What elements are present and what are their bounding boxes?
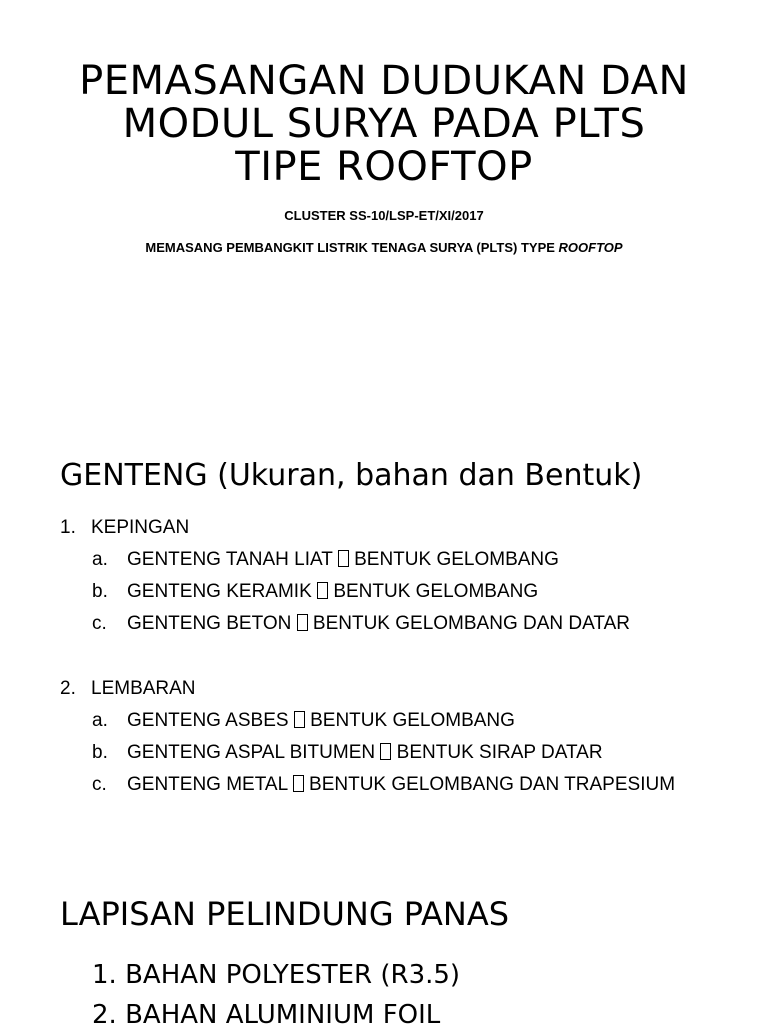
item-left: GENTENG TANAH LIAT (127, 549, 333, 570)
group-2-number: 2. (60, 678, 76, 699)
item-text (127, 774, 675, 796)
item-letter: a. (92, 549, 108, 570)
item-right: BENTUK GELOMBANG DAN TRAPESIUM (309, 774, 676, 795)
item-text (127, 710, 515, 732)
arrow-glyph-icon (294, 711, 305, 728)
item-left: GENTENG KERAMIK (127, 581, 312, 602)
page-title (0, 60, 768, 189)
item-right: BENTUK GELOMBANG (310, 710, 515, 731)
subtitle-italic: ROOFTOP (558, 240, 623, 255)
item-letter: a. (92, 710, 108, 731)
arrow-glyph-icon (297, 614, 308, 631)
title-line-2: MODUL SURYA PADA PLTS (122, 101, 646, 147)
item-text (127, 613, 630, 635)
arrow-glyph-icon (293, 775, 304, 792)
item-letter: c. (92, 613, 107, 634)
subtitle (0, 240, 768, 255)
arrow-glyph-icon (380, 743, 391, 760)
arrow-glyph-icon (338, 550, 349, 567)
list-item: 1. BAHAN POLYESTER (R3.5) (92, 960, 461, 990)
cluster-code: CLUSTER SS-10/LSP-ET/XI/2017 (284, 208, 484, 223)
item-text (127, 549, 559, 571)
subtitle-main: MEMASANG PEMBANGKIT LISTRIK TENAGA SURYA (PLTS) TYPE (145, 240, 559, 255)
item-right: BENTUK GELOMBANG DAN DATAR (312, 613, 630, 634)
title-line-1: PEMASANGAN DUDUKAN DAN (79, 58, 689, 104)
item-left: GENTENG ASPAL BITUMEN (127, 742, 376, 763)
group-1-label: KEPINGAN (91, 517, 190, 538)
group-1-number: 1. (60, 517, 76, 538)
item-right: BENTUK GELOMBANG (333, 581, 539, 602)
title-line-3: TIPE ROOFTOP (235, 144, 533, 190)
item-letter: b. (92, 581, 108, 602)
arrow-glyph-icon (317, 582, 328, 599)
genteng-heading: GENTENG (Ukuran, bahan dan Bentuk) (60, 458, 643, 493)
item-letter: c. (92, 774, 107, 795)
lapisan-heading: LAPISAN PELINDUNG PANAS (60, 895, 510, 933)
list-item: 2. BAHAN ALUMINIUM FOIL (92, 1000, 441, 1030)
item-letter: b. (92, 742, 108, 763)
item-right: BENTUK SIRAP DATAR (396, 742, 603, 763)
item-right: BENTUK GELOMBANG (354, 549, 559, 570)
item-left: GENTENG METAL (127, 774, 288, 795)
group-2-label: LEMBARAN (91, 678, 196, 699)
item-left: GENTENG ASBES (127, 710, 289, 731)
item-text (127, 742, 603, 764)
item-text (127, 581, 538, 603)
item-left: GENTENG BETON (127, 613, 292, 634)
